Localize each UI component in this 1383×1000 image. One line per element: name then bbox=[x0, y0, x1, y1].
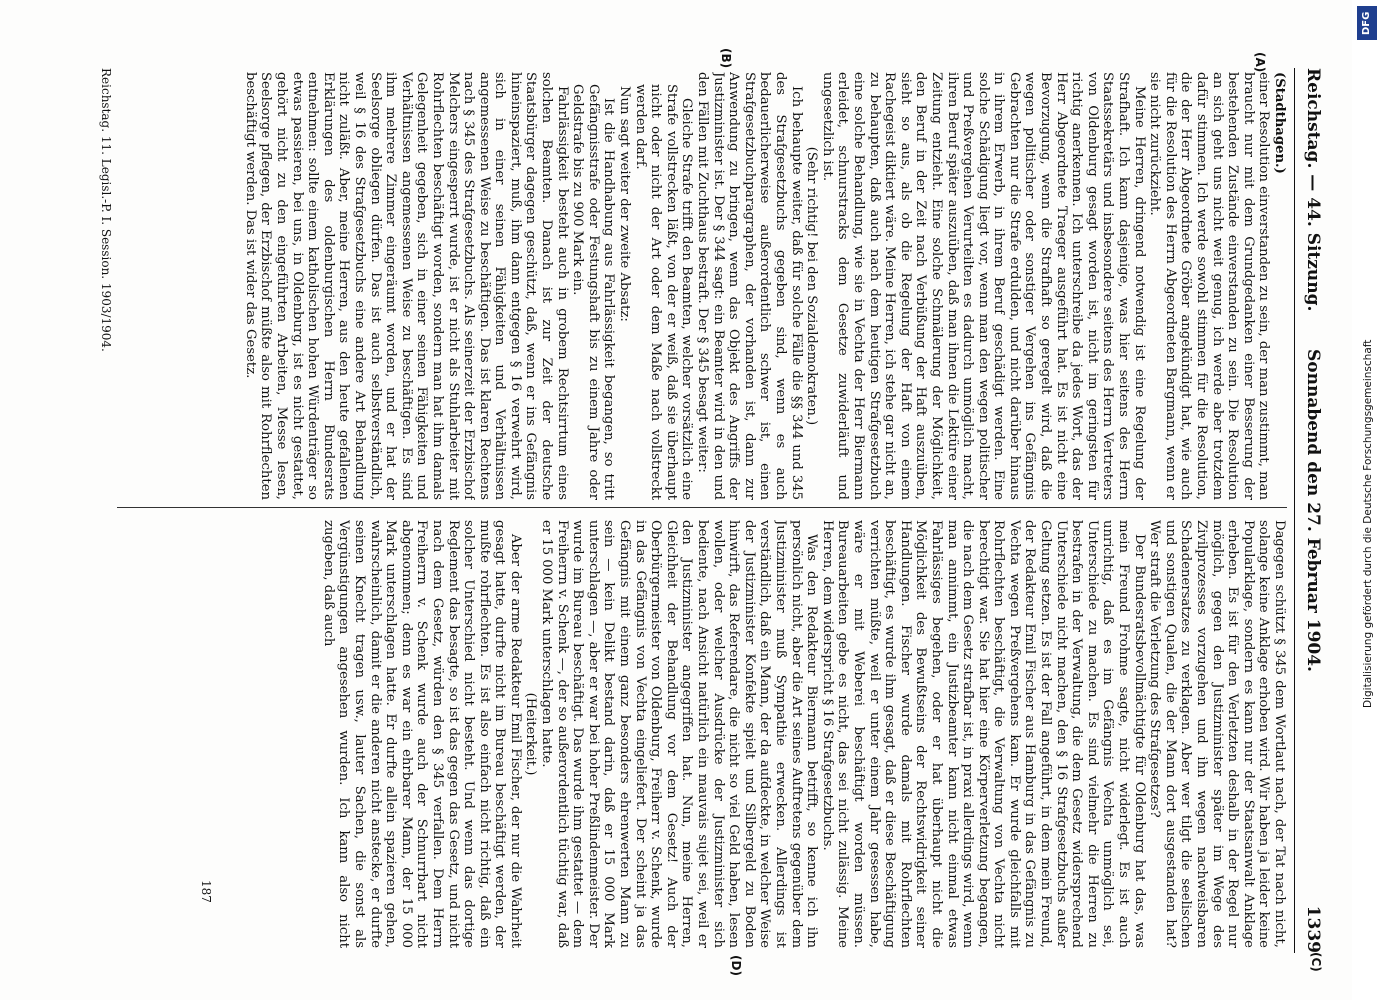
page-footer: Reichstag. 11. Legisl.-P. I. Session. 1903/1904. bbox=[99, 68, 113, 352]
interjection: (Heiterkeit.) bbox=[523, 692, 539, 776]
paragraph: Was den Redakteur Biermann betrifft, so kenne ich ihn persönlich nicht, aber die Art seines Auftretens gegenüber dem Justizminister muß Sympathie erwecken. Allerdings ist verständlich, daß ein Mann, der da aufdeckte, in welcher Weise der Justizminister Konfekte spielt und Silbergeld zu Boden hinwirft, das Referendare, die nicht so viel Geld haben, lesen wollen, oder welcher Ausdrücke der Justizminister sich bediente, nach Ansicht natürlich ein mauvais sujet sei, weil er den Justizminister angegriffen hat. Nun, meine Herren, Gleichheit der Behandlung vor dem Gesetz! Auch der Oberbürgermeister von Oldenburg, Freiherr v. Schenk, wurde in das Gefängnis von Vechta eingeliefert. Der scheint ja das Gefängnis mit einem ganz besonders ehrenwerten Mann zu sein — kein Delikt bestand darin, daß er 15 000 Mark unterschlagen —, aber er war bei hoher Preßlindenmeister. Der wurde im Bureau beschäftigt. Das wurde ihm gestattet — dem Freiherrn v. Schenk —, der so außerordentlich tüchtig war, daß er 15 000 Mark unterschlagen hatte. bbox=[539, 520, 820, 948]
paragraph: Der Bundesratsbevollmächtigte für Oldenburg hat das, was mein Freund Frohme sagte, nicht widerlegt. Es ist auch unrichtig, daß es im Gefängnis Vechta unmöglich sei, Unterschiede zu machen. Es sind vielmehr die Herren zu bestrafen in der Verwaltung, die dem Gesetz widersprechend Unterschiede nicht machen, den § 16 Strafgesetzbuchs außer Geltung setzen. Es ist der Fall angeführt, in dem mein Freund, der Redakteur Emil Fischer aus Hamburg in das Gefängnis zu Vechta wegen Preßvergehens kam. Er wurde gleichfalls mit Rohrflechten beschäftigt, die Verwaltung von Vechta nicht berechtigt war. Sie hat hier eine Körperverletzung begangen, die nach dem Gesetz strafbar ist, in praxi allerdings wird, wenn man annimmt, ein Justizbeamter kann nicht einmal etwas Fahrlässiges begehen, oder er hat überhaupt nicht die Möglichkeit des Bewußtseins der Rechtswidrigkeit seiner Handlungen. Fischer wurde damals mit Rohrflechten beschäftigt, es wurde ihm gesagt, daß er diese Beschäftigung verrichten müßte, weil er unter einem Jahr gesessen habe, wäre er mit Weberei beschäftigt worden müssen. Bureauarbeiten gebe es nicht, das sei nicht zulässig. Meine Herren, dem widerspricht § 16 Strafgesetzbuchs. bbox=[819, 520, 1147, 948]
paragraph: Fahrlässigkeit besteht auch in grobem Rechtsirrtum eines solchen Beamten. Danach ist zur Zeit der deutsche Staatsbürger dagegen geschützt, daß, wenn er ins Gefängnis hineinspaziert, muß, ihm dann entgegen § 16 verwehrt wird, sich in einer seinen Fähigkeiten und Verhältnissen angemessenen Weise zu beschäftigen. Das ist klaren Rechtens nach § 345 des Strafgesetzbuchs. Als seinerzeit der Erzbischof Melchers eingesperrt wurde, ist er nicht als Stuhlarbeiter mit Rohrflechten beschäftigt worden, sondern man hat ihm damals Gelegenheit gegeben, sich in einer seinen Fähigkeiten und Verhältnissen angemessenen Weise zu beschäftigen. Es sind ihm mehrere Zimmer eingeräumt worden, und er hat der Seelsorge obliegen dürfen. Das ist auch selbstverständlich, weil § 16 des Strafgesetzbuchs eine andere Art Behandlung nicht zuläßt. Aber, meine Herren, aus den heute gefallenen Erklärungen des oldenburgischen Herrn Bundesrats entnehmen: sollte einem katholischen hohen Würdenträger so etwas passieren, bei uns, in Oldenburg, ist es nicht gestattet, gehört nicht zu den eingeführten Arbeiten, Messe lesen, Seelsorge pflegen, der Erzbischof müßte also mit Rohrflechten beschäftigt werden. Das ist wider das Gesetz. bbox=[242, 72, 570, 500]
attribution-text: Digitalisierung gefördert durch die Deutsche Forschungsgemeinschaft bbox=[1362, 339, 1374, 708]
page-number: 1339 bbox=[1303, 905, 1323, 953]
right-column bbox=[117, 520, 1287, 948]
interjection: (Sehr richtig! bei den Sozialdemokraten.) bbox=[804, 146, 820, 426]
margin-marker-d: (D) bbox=[729, 955, 743, 976]
margin-marker-c: (C) bbox=[1309, 952, 1323, 972]
header-date: Sonnabend den 27. Februar 1904. bbox=[1303, 349, 1323, 672]
margin-marker-a: (A) bbox=[1253, 52, 1267, 73]
margin-marker-b: (B) bbox=[719, 48, 733, 69]
header-rule bbox=[1294, 68, 1295, 953]
quote: Ist die Handhabung aus Fahrlässigkeit begangen, so tritt Gefängnisstrafe oder Festungshaft bis zu einem Jahre oder Geldstrafe bis zu 900 Mark ein. bbox=[570, 84, 617, 500]
page-header bbox=[1299, 68, 1327, 953]
paragraph: einer Resolution einverstanden zu sein, der man zustimmt, man braucht nur mit dem Grundgedanken einer Besserung der bestehenden Zustände einverstanden zu sein. Die Resolution an sich geht uns nicht weit genug, ich werde aber trotzdem dafür stimmen. Ich werde sowohl stimmen für die Resolution, die der Herr Abgeordnete Gröber angekündigt hat, wie auch für die Resolution des Herrn Abgeordneten Bargmann, wenn er sie nicht zurückzieht. bbox=[1147, 72, 1272, 500]
speaker-label: (Stadthagen.) bbox=[1272, 72, 1287, 174]
paragraph: Aber der arme Redakteur Emil Fischer, der nur die Wahrheit gesagt hatte, durfte nicht im Bureau beschäftigt werden, der mußte rohrflechten. Es ist also einfach nicht richtig, daß ein solcher Unterschied nicht besteht. Und wenn das dortige Reglement das besagte, so ist das gegen das Gesetz, und nicht nach dem Gesetz, würden den § 345 verfallen. Dem Herrn Freiherrn v. Schenk wurde auch der Schnurrbart nicht abgenommen; denn es war ein ehrbarer Mann, der 15 000 Mark unterschlagen hatte. Er durfte allein spazieren gehen, wahrscheinlich, damit er die anderen nicht anstecke, er durfte seinen Knecht tragen usw., lauter Sachen, die sonst als Vergünstigungen angesehen wurden. Ich kann also nicht zugeben, daß auch bbox=[320, 520, 523, 948]
column-divider bbox=[117, 507, 1287, 508]
paragraph: Meine Herren, dringend notwendig ist eine Regelung der Strafhaft. Ich kann dasjenige, was hier seitens des Herrn Staatssekretärs und insbesondere seitens des Herrn Vertreters von Oldenburg gesagt worden ist, nicht im geringsten für richtig anerkennen. Ich unterschreibe da jedes Wort, das der Herr Abgeordnete Traeger ausgeführt hat. Es ist nicht eine Bevorzugung, wenn die Strafhaft so geregelt wird, daß die wegen politischer oder sonstiger Vergehen ins Gefängnis Gebrachten nur die Strafe erdulden, und nicht darüber hinaus in ihrem Erwerb, in ihrem Beruf geschädigt werden. Eine solche Schädigung liegt vor, wenn man den wegen politischer und Preßvergehen Verurteilten es dadurch unmöglich macht, ihren Beruf später auszuüben, daß man ihnen die Lektüre einer Zeitung entzieht. Eine solche Schmälerung der Möglichkeit, den Beruf in der Zeit nach Verbüßung der Haft auszuüben, sieht so aus, als ob die Regelung der Haft von einem Rachegeist diktiert wäre. Meine Herren, ich stehe gar nicht an, zu behaupten, daß auch nach dem heutigen Strafgesetzbuch eine solche Behandlung, wie sie in Vechta der Herr Biermann erleidet, schnurstracks dem Gesetze zuwiderläuft und ungesetzlich ist. bbox=[819, 72, 1147, 500]
paragraph: Ich behaupte weiter, daß für solche Fälle die §§ 344 und 345 des Strafgesetzbuchs gegeben sind, wenn es auch bedauerlicherweise außerordentlich schwer ist, einen Strafgesetzbuchparagraphen, der vorhanden ist, dann zur Anwendung zu bringen, wenn das Objekt des Angriffs der Justizminister ist. Der § 344 sagt: ein Beamter wird in den und den Fällen mit Zuchthaus bestraft. Der § 345 besagt weiter: bbox=[695, 72, 804, 500]
paragraph: Nun sagt weiter der zweite Absatz: bbox=[617, 86, 633, 322]
left-column bbox=[117, 72, 1287, 500]
dfg-logo: DFG bbox=[1357, 6, 1377, 40]
header-session: Reichstag. — 44. Sitzung. bbox=[1303, 68, 1323, 312]
page-signature: 187 bbox=[199, 880, 213, 903]
paragraph: Dagegen schützt § 345 dem Wortlaut nach, der Tat nach nicht, solange keine Anklage erhoben wird. Wir haben ja leider keine Popularklage, sondern es kann nur der Staatsanwalt Anklage erheben. Es ist für den Verletzten deshalb in der Regel nur möglich, gegen den Justizminister später im Wege des Zivilprozesses vorzugehen und ihn wegen nachweisbaren Schadenersatzes zu verklagen. Aber wer tilgt die seelischen und sonstigen Qualen, die der Mann dort ausgestanden hat? Wer straft die Verletzung des Strafgesetzes? bbox=[1147, 520, 1287, 948]
quote: Gleiche Strafe trifft den Beamten, welcher vorsätzlich eine Strafe vollstrecken läßt, von der er weiß, daß sie überhaupt nicht oder nicht der Art oder dem Maße nach vollstreckt werden darf. bbox=[632, 84, 695, 500]
